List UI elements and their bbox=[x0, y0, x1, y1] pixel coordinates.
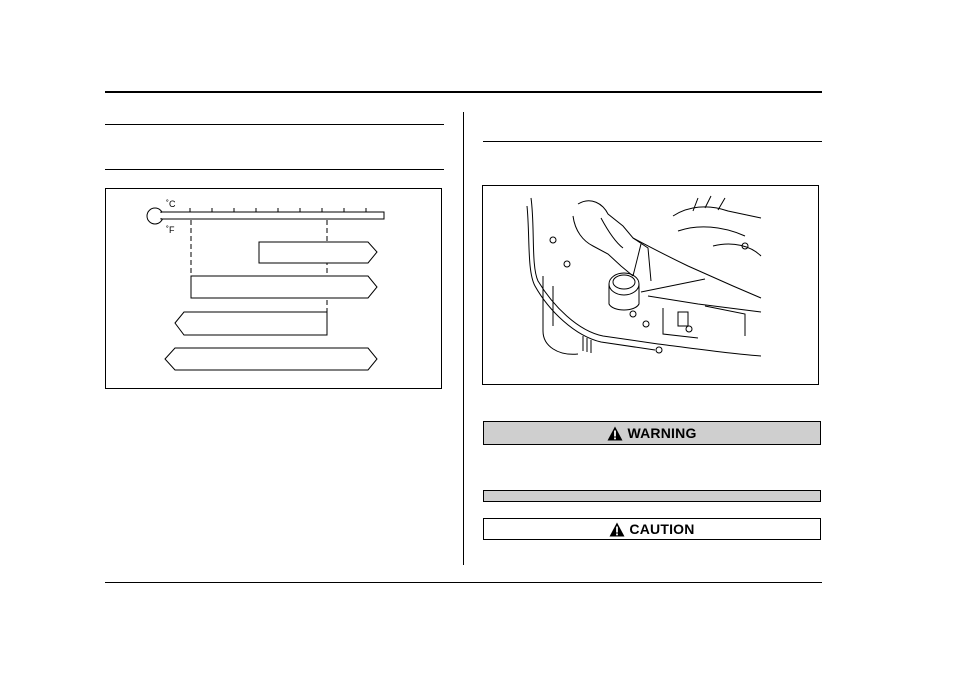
page-bottom-rule bbox=[105, 582, 822, 583]
thermometer-ticks bbox=[190, 208, 366, 212]
caution-triangle-icon bbox=[609, 522, 625, 537]
warning-footer-bar bbox=[483, 490, 821, 502]
range-bar-3 bbox=[175, 312, 327, 335]
right-section-rule bbox=[483, 141, 822, 142]
warning-header bbox=[483, 421, 821, 445]
thermometer-joint bbox=[160, 213, 163, 218]
column-divider bbox=[463, 112, 464, 565]
coolant-reservoir-drawing bbox=[483, 186, 818, 384]
caution-header bbox=[483, 518, 821, 540]
left-section-rule-bottom bbox=[105, 169, 444, 170]
warning-triangle-icon bbox=[607, 426, 623, 441]
warning-label: WARNING bbox=[627, 425, 697, 441]
unit-celsius-label: ˚C bbox=[166, 199, 176, 209]
unit-fahrenheit-label: ˚F bbox=[166, 225, 175, 235]
thermometer-chart bbox=[106, 189, 441, 388]
thermometer-tube bbox=[161, 212, 384, 219]
engine-compartment-illustration bbox=[482, 185, 819, 385]
left-section-rule-top bbox=[105, 124, 444, 125]
caution-label: CAUTION bbox=[629, 521, 695, 537]
range-bar-2 bbox=[191, 276, 377, 298]
range-bar-1 bbox=[259, 242, 377, 263]
temperature-range-diagram bbox=[105, 188, 442, 389]
range-bar-4 bbox=[165, 348, 377, 370]
page-top-rule bbox=[105, 91, 822, 93]
